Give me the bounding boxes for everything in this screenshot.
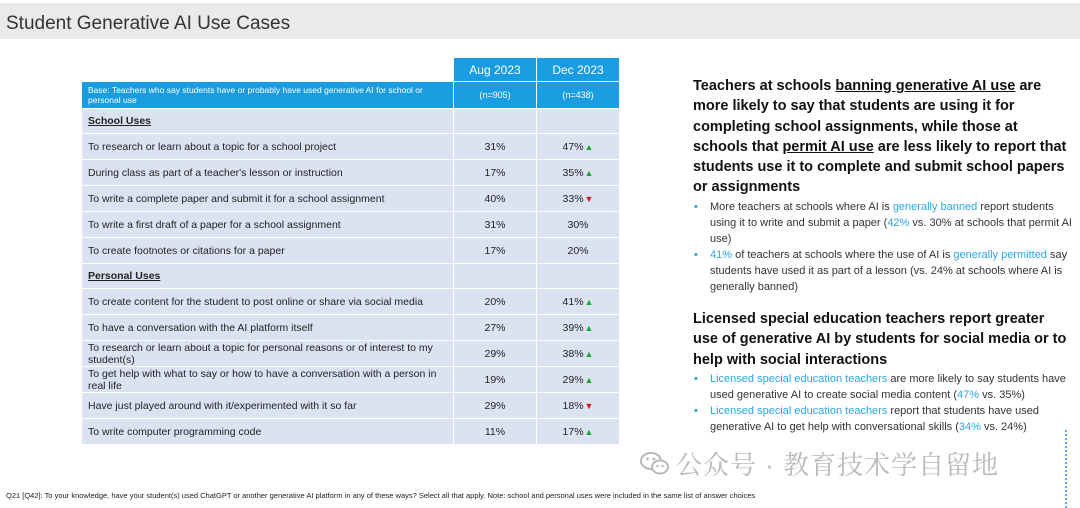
table-header-row (82, 58, 620, 82)
list-item: • Licensed special education teachers report that students have used generative AI to get help with conversational skills (34% vs. 24%) (694, 404, 1039, 433)
base-n-aug: (n=905) (454, 82, 537, 109)
row-label: During class as part of a teacher's lesson or instruction (82, 160, 454, 186)
trend-down-icon: ▼ (584, 400, 594, 411)
value-aug: 31% (454, 212, 537, 238)
insight-heading-1: Teachers at schools banning generative AI use are more likely to say that students are using it for completing school assignments, while those at schools that permit AI use are less likely to report that students use it to complete and submit school papers or assignments (693, 78, 1067, 196)
table-row (82, 238, 620, 264)
value-dec: 33%▼ (537, 186, 620, 212)
value-dec: 17%▲ (537, 419, 620, 445)
row-label: To write a first draft of a paper for a school assignment (82, 212, 454, 238)
value-aug: 31% (454, 134, 537, 160)
value-dec: 41%▲ (537, 289, 620, 315)
page-title: Student Generative AI Use Cases (6, 13, 291, 34)
row-label: To research or learn about a topic for personal reasons or of interest to my student(s) (82, 341, 454, 367)
table-row (82, 367, 620, 393)
table-row (82, 419, 620, 445)
row-label: To get help with what to say or how to have a conversation with a person in real life (82, 367, 454, 393)
insight-bullets-1 (693, 199, 1073, 295)
bullet-icon: • (694, 248, 698, 261)
row-label: To research or learn about a topic for a school project (82, 134, 454, 160)
row-label: Have just played around with it/experimented with it so far (82, 393, 454, 419)
wechat-icon (640, 451, 670, 477)
row-label: To write computer programming code (82, 419, 454, 445)
base-n-dec: (n=438) (537, 82, 620, 109)
list-item: • 41% of teachers at schools where the use of AI is generally permitted say students have used it as part of a lesson (vs. 24% at schools where AI is generally banned) (694, 248, 1068, 293)
table-row (82, 160, 620, 186)
value-aug: 40% (454, 186, 537, 212)
insight-bullets-2 (693, 371, 1073, 435)
table-row (82, 315, 620, 341)
watermark: 公众号 · 教育技术学自留地 (640, 445, 999, 482)
value-dec: 47%▲ (537, 134, 620, 160)
base-row (82, 82, 620, 109)
table-row (82, 212, 620, 238)
value-aug: 11% (454, 419, 537, 445)
table-row (82, 393, 620, 419)
trend-up-icon: ▲ (584, 426, 594, 437)
bullet-icon: • (694, 404, 698, 417)
school-uses-heading: School Uses (88, 115, 152, 127)
value-aug: 17% (454, 238, 537, 264)
insight-banning (693, 76, 1073, 295)
dotted-divider (1065, 430, 1067, 508)
value-dec: 29%▲ (537, 367, 620, 393)
table-row (82, 186, 620, 212)
value-aug: 27% (454, 315, 537, 341)
bullet-icon: • (694, 372, 698, 385)
row-label: To create footnotes or citations for a paper (82, 238, 454, 264)
row-label: To write a complete paper and submit it for a school assignment (82, 186, 454, 212)
trend-down-icon: ▼ (584, 193, 594, 204)
value-dec: 18%▼ (537, 393, 620, 419)
value-dec: 30% (537, 212, 620, 238)
value-aug: 19% (454, 367, 537, 393)
value-aug: 20% (454, 289, 537, 315)
title-bar (0, 3, 1080, 39)
row-label: To have a conversation with the AI platform itself (82, 315, 454, 341)
trend-up-icon: ▲ (584, 348, 594, 359)
personal-uses-heading: Personal Uses (88, 270, 161, 282)
use-cases-table (81, 57, 620, 445)
list-item: • More teachers at schools where AI is generally banned report students using it to write and submit a paper (42% vs. 30% at schools that permit AI use) (694, 200, 1072, 245)
col-dec-2023: Dec 2023 (537, 58, 620, 82)
list-item: • Licensed special education teachers are more likely to say students have used generative AI to create social media content (47% vs. 35%) (694, 372, 1066, 401)
base-label: Base: Teachers who say students have or probably have used generative AI for school or personal use (82, 82, 454, 109)
trend-up-icon: ▲ (584, 296, 594, 307)
footnote: Q21 [Q42]: To your knowledge, have your student(s) used ChatGPT or another generative AI platform in any of these ways? Select all that apply. Note: school and personal uses were included in the same list of answer choices (6, 491, 756, 500)
value-aug: 17% (454, 160, 537, 186)
value-dec: 35%▲ (537, 160, 620, 186)
trend-up-icon: ▲ (584, 322, 594, 333)
insight-special-ed (693, 309, 1073, 435)
trend-up-icon: ▲ (584, 167, 594, 178)
trend-up-icon: ▲ (584, 374, 594, 385)
value-dec: 20% (537, 238, 620, 264)
table-row (82, 341, 620, 367)
table-row (82, 134, 620, 160)
table-row (82, 289, 620, 315)
row-label: To create content for the student to post online or share via social media (82, 289, 454, 315)
value-aug: 29% (454, 393, 537, 419)
bullet-icon: • (694, 200, 698, 213)
trend-up-icon: ▲ (584, 141, 594, 152)
value-dec: 38%▲ (537, 341, 620, 367)
value-aug: 29% (454, 341, 537, 367)
personal-uses-section (82, 264, 620, 289)
col-aug-2023: Aug 2023 (454, 58, 537, 82)
insight-heading-2: Licensed special education teachers report greater use of generative AI by students for social media or to help with social interactions (693, 311, 1067, 368)
school-uses-section (82, 109, 620, 134)
value-dec: 39%▲ (537, 315, 620, 341)
